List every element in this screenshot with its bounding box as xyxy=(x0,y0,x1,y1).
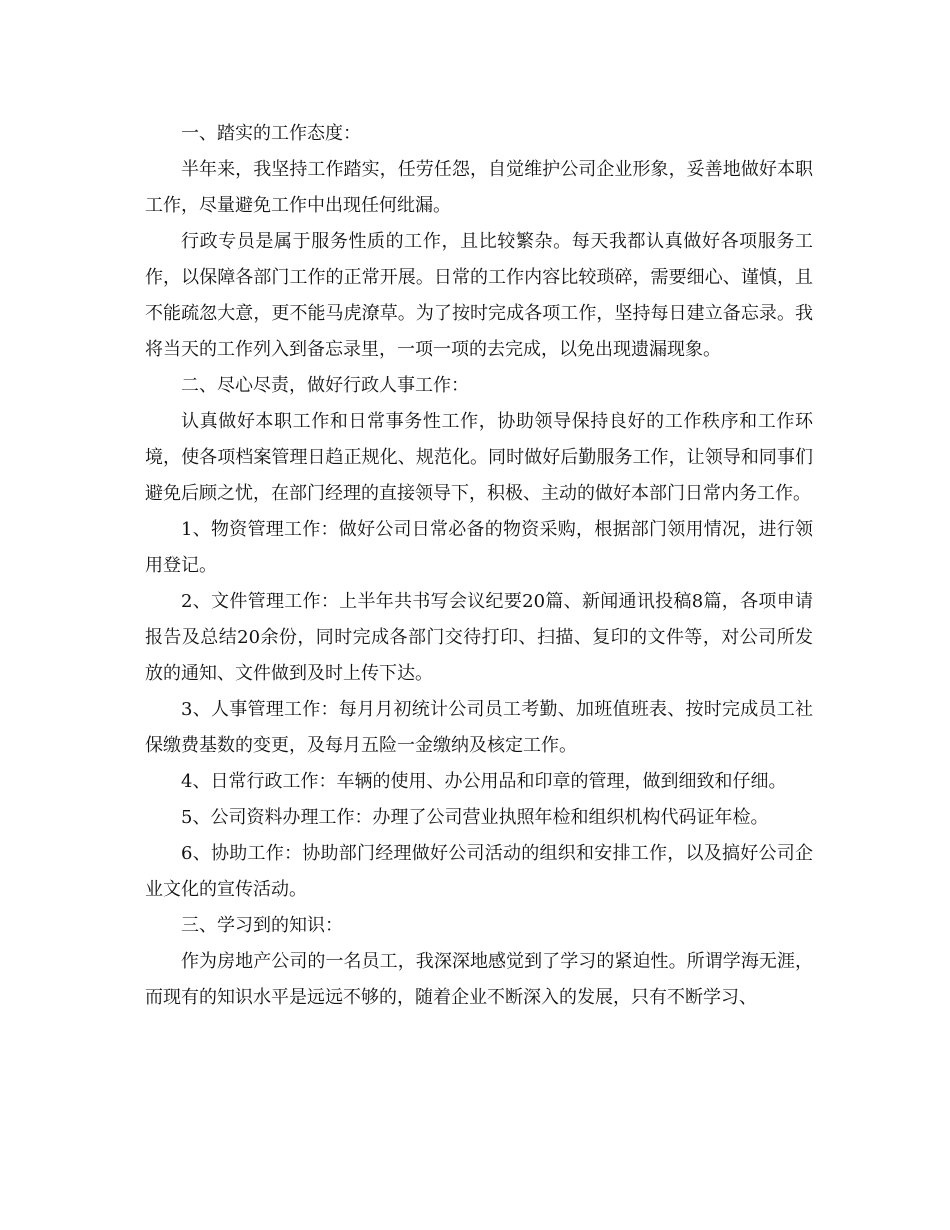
section-heading-1: 一、踏实的工作态度： xyxy=(181,123,361,144)
section-heading-2: 二、尽心尽责，做好行政人事工作： xyxy=(181,375,469,396)
paragraph: 作为房地产公司的一名员工，我深深地感觉到了学习的紧迫性。所谓学海无涯，而现有的知识水平是远远不够的，随着企业不断深入的发展，只有不断学习、 xyxy=(145,951,813,1008)
paragraph: 行政专员是属于服务性质的工作，且比较繁杂。每天我都认真做好各项服务工作，以保障各部门工作的正常开展。日常的工作内容比较琐碎，需要细心、谨慎，且不能疏忽大意，更不能马虎潦草。为了按时完成各项工作，坚持每日建立备忘录。我将当天的工作列入到备忘录里，一项一项的去完成，以免出现遗漏现象。 xyxy=(145,231,813,360)
document-body xyxy=(145,116,813,1016)
list-item-4: 4、日常行政工作：车辆的使用、办公用品和印章的管理，做到细致和仔细。 xyxy=(181,771,787,792)
list-item-6: 6、协助工作：协助部门经理做好公司活动的组织和安排工作，以及搞好公司企业文化的宣传活动。 xyxy=(145,843,813,900)
list-item-3: 3、人事管理工作：每月月初统计公司员工考勤、加班值班表、按时完成员工社保缴费基数的变更，及每月五险一金缴纳及核定工作。 xyxy=(145,699,813,756)
paragraph: 半年来，我坚持工作踏实，任劳任怨，自觉维护公司企业形象，妥善地做好本职工作，尽量避免工作中出现任何纰漏。 xyxy=(145,159,813,216)
section-heading-3: 三、学习到的知识： xyxy=(181,915,343,936)
list-item-5: 5、公司资料办理工作：办理了公司营业执照年检和组织机构代码证年检。 xyxy=(181,807,769,828)
paragraph: 认真做好本职工作和日常事务性工作，协助领导保持良好的工作秩序和工作环境，使各项档案管理日趋正规化、规范化。同时做好后勤服务工作，让领导和同事们避免后顾之忧，在部门经理的直接领导下，积极、主动的做好本部门日常内务工作。 xyxy=(145,411,813,504)
list-item-1: 1、物资管理工作：做好公司日常必备的物资采购，根据部门领用情况，进行领用登记。 xyxy=(145,519,813,576)
list-item-2: 2、文件管理工作：上半年共书写会议纪要20篇、新闻通讯投稿8篇，各项申请报告及总结20余份，同时完成各部门交待打印、扫描、复印的文件等，对公司所发放的通知、文件做到及时上传下达。 xyxy=(145,591,813,684)
